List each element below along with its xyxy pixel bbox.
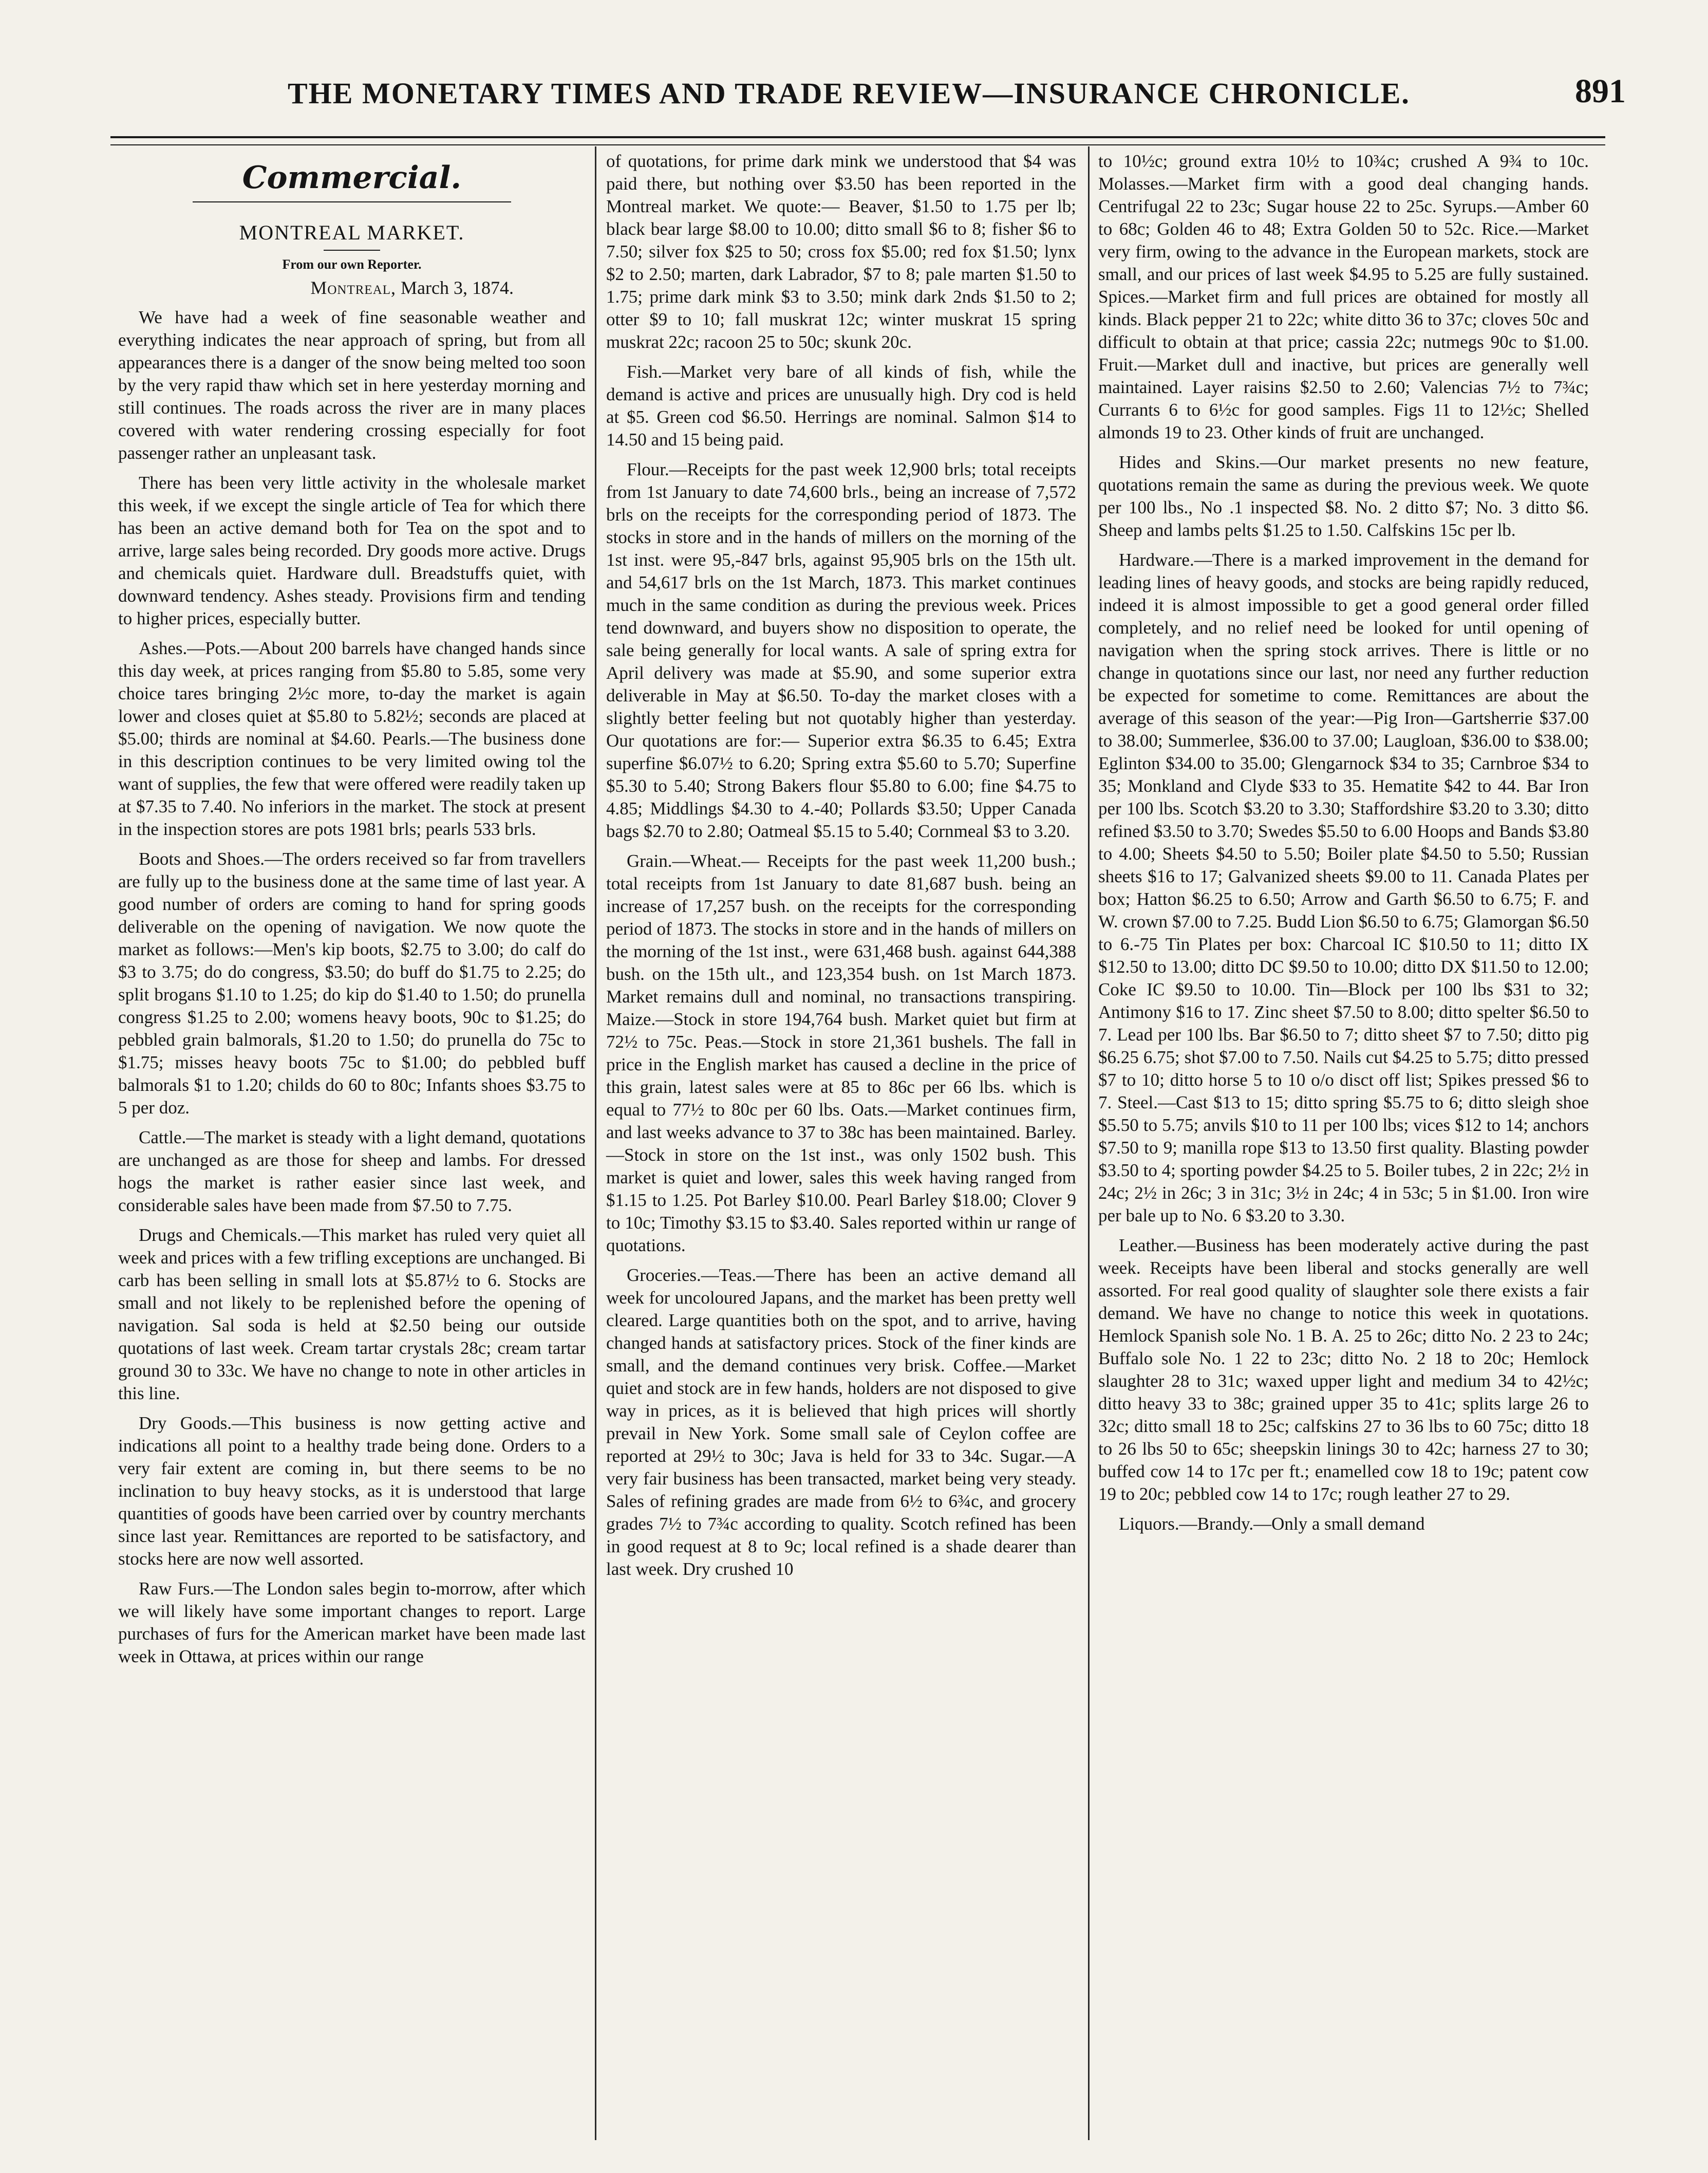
running-head: THE MONETARY TIMES AND TRADE REVIEW—INSURANCE CHRONICLE. <box>288 77 1410 110</box>
paragraph-weather: We have had a week of fine seasonable weather and everything indicates the near approach of spring, but from all appearances there is a danger of the snow being melted too soon by the very rapid thaw which set in here yesterday morning and still continues. The roads across the river are in many places covered with water rendering crossing especially for foot passenger rather an unpleasant task. <box>118 307 586 463</box>
market-heading: MONTREAL MARKET. <box>239 221 465 244</box>
section-title: Commercial. <box>242 160 462 196</box>
paragraph-leather: Leather.—Business has been moderately active during the past week. Receipts have been liberal and stocks generally are well assorted. For real good quality of slaughter sole there exists a fair demand. We have no change to notice this week in quotations. Hemlock Spanish sole No. 1 B. A. 25 to 26c; ditto No. 2 23 to 24c; Buffalo sole No. 1 22 to 23c; ditto No. 2 18 to 20c; Hemlock slaughter 28 to 31c; waxed upper light and medium 34 to 42½c; ditto heavy 33 to 38c; grained upper 35 to 41c; splits large 26 to 32c; ditto small 18 to 25c; calfskins 27 to 36 lbs to 60 75c; ditto 18 to 26 lbs 50 to 65c; sheepskin linings 30 to 42c; harness 27 to 30; buffed cow 14 to 17c per ft.; enamelled cow 18 to 19c; patent cow 19 to 20c; pebbled cow 14 to 17c; rough leather 27 to 29. <box>1098 1235 1589 1504</box>
paragraph-fur-quotations: of quotations, for prime dark mink we understood that $4 was paid there, but nothing over $3.50 has been reported in the Montreal market. We quote:— Beaver, $1.50 to 1.75 per lb; black bear large $8.00 to 10.00; ditto small $6 to 8; fisher $6 to 7.50; silver fox $25 to 50; cross fox $5.00; red fox $1.50; lynx $2 to 2.50; marten, dark Labrador, $7 to 8; pale marten $1.50 to 1.75; prime dark mink $3 to 3.50; mink dark 2nds $1.50 to 2; otter $9 to 10; fall muskrat 12c; winter muskrat 15 spring muskrat 22c; racoon 25 to 50c; skunk 20c. <box>606 151 1076 352</box>
reporter-credit: From our own Reporter. <box>282 257 422 272</box>
paragraph-overview: There has been very little activity in the wholesale market this week, if we except the single article of Tea for which there has been an active demand both for Tea on the spot and to arrive, large sales being recorded. Dry goods more active. Drugs and chemicals quiet. Hardware dull. Breadstuffs quiet, with downward tendency. Ashes steady. Provisions firm and tending to higher prices, especially butter. <box>118 473 586 628</box>
column-1 <box>118 150 586 1668</box>
dateline <box>118 276 514 299</box>
paragraph-fish: Fish.—Market very bare of all kinds of fish, while the demand is active and prices are unusually high. Dry cod is held at $5. Green cod $6.50. Herrings are nominal. Salmon $14 to 14.50 and 15 being paid. <box>606 362 1076 450</box>
short-rule <box>324 250 380 251</box>
paragraph-hardware: Hardware.—There is a marked improvement in the demand for leading lines of heavy goods, and stocks are being rapidly reduced, indeed it is almost impossible to get a good general order filled completely, and no relief need be looked for until opening of navigation when the spring stock arrives. There is little or no change in quotations since our last, nor need any further reduction be expected for sometime to come. Remittances are about the average of this season of the year:—Pig Iron—Gartsherrie $37.00 to 38.00; Summerlee, $36.00 to 37.00; Laugloan, $36.00 to $38.00; Eglinton $34.00 to 35.00; Glengarnock $34 to 35; Carnbroe $34 to 35; Monkland and Clyde $33 to 35. Hematite $42 to 44. Bar Iron per 100 lbs. Scotch $3.20 to 3.30; Staffordshire $3.20 to 3.30; ditto refined $3.50 to 3.70; Swedes $5.50 to 6.00 Hoops and Bands $3.80 to 4.00; Sheets $4.50 to 5.50; Boiler plate $4.50 to 5.50; Russian sheets $16 to 17; Galvanized sheets $9.00 to 11. Canada Plates per box; Hatton $6.25 to 6.50; Arrow and Garth $6.50 to 6.75; F. and W. crown $7.00 to 7.25. Budd Lion $6.50 to 6.75; Glamorgan $6.50 to 6.-75 Tin Plates per box: Charcoal IC $10.50 to 11; ditto IX $12.50 to 13.00; ditto DC $9.50 to 10.00; ditto DX $11.50 to 12.00; Coke IC $9.50 to 10.00. Tin—Block per 100 lbs $31 to 32; Antimony $16 to 17. Zinc sheet $7.50 to 8.00; ditto spelter $6.50 to 7. Lead per 100 lbs. Bar $6.50 to 7; ditto sheet $7 to 7.50; ditto pig $6.25 6.75; shot $7.00 to 7.50. Nails cut $4.25 to 5.75; ditto pressed $7 to 10; ditto horse 5 to 10 o/o disct off list; Spikes pressed $6 to 7. Steel.—Cast $13 to 15; ditto spring $5.75 to 6; ditto sleigh shoe $5.50 to 5.75; anvils $10 to 11 per 100 lbs; vices $12 to 14; anchors $7.50 to 9; manilla rope $13 to 13.50 first quality. Blasting powder $3.50 to 4; sporting powder $4.25 to 5. Boiler tubes, 2 in 22c; 2½ in 24c; 2½ in 26c; 3 in 31c; 3½ in 24c; 4 in 53c; 5 in $1.00. Iron wire per bale up to No. 6 $3.20 to 3.30. <box>1098 550 1589 1225</box>
column-divider <box>1088 146 1090 2140</box>
paragraph-hides-and-skins: Hides and Skins.—Our market presents no new feature, quotations remain the same as during the previous week. We quote per 100 lbs., No .1 inspected $8. No. 2 ditto $7; No. 3 ditto $6. Sheep and lambs pelts $1.25 to 1.50. Calfskins 15c per lb. <box>1098 452 1589 540</box>
header-rule-thin <box>110 144 1605 145</box>
column-3 <box>1098 150 1589 1535</box>
page-number: 891 <box>1575 72 1626 110</box>
paragraph-drugs-and-chemicals: Drugs and Chemicals.—This market has ruled very quiet all week and prices with a few trifling exceptions are unchanged. Bi carb has been selling in small lots at $5.87½ to 6. Stocks are small and not likely to be replenished before the opening of navigation. Sal soda is held at $2.50 being our outside quotations of last week. Cream tartar crystals 28c; cream tartar ground 30 to 33c. We have no change to note in other articles in this line. <box>118 1225 586 1403</box>
dateline-date: March 3, 1874. <box>401 277 514 298</box>
paragraph-liquors: Liquors.—Brandy.—Only a small demand <box>1119 1514 1425 1534</box>
header-rule <box>110 136 1605 138</box>
paragraph-dry-goods: Dry Goods.—This business is now getting active and indications all point to a healthy trade being done. Orders to a very fair extent are coming in, but there seems to be no inclination to buy heavy stocks, as it is understood that large quantities of goods have been carried over by country merchants since last year. Remittances are reported to be satisfactory, and stocks here are now well assorted. <box>118 1413 586 1569</box>
column-2 <box>606 150 1076 1581</box>
title-rule <box>193 201 511 202</box>
dateline-place: Montreal, <box>310 277 397 298</box>
paragraph-groceries: Groceries.—Teas.—There has been an active demand all week for uncoloured Japans, and the market has been pretty well cleared. Large quantities both on the spot, and to arrive, having changed hands at satisfactory prices. Stock of the finer kinds are small, and the demand continues very brisk. Coffee.—Market quiet and stock are in few hands, holders are not disposed to give way in prices, as it is believed that high prices will shortly prevail in New York. Some small sale of Ceylon coffee are reported at 29½ to 30c; Java is held for 33 to 34c. Sugar.—A very fair business has been transacted, market being very steady. Sales of refining grades are made from 6½ to 6¾c, and grocery grades 7½ to 7¾c according to quality. Scotch refined has been in good request at 8 to 9c; local refined is a shade dearer than last week. Dry crushed 10 <box>606 1265 1076 1579</box>
paragraph-flour: Flour.—Receipts for the past week 12,900 brls; total receipts from 1st January to date 74,600 brls., being an increase of 7,572 brls on the receipts for the corresponding period of 1873. The stocks in store and in the hands of millers on the morning of the 1st inst. were 95,-847 brls, against 95,905 brls on the 15th ult. and 54,617 brls on the 1st March, 1873. This market continues much in the same condition as during the previous week. Prices tend downward, and buyers show no disposition to operate, the sale being generally for local wants. A sale of spring extra for April delivery was made at $5.90, and some superior extra deliverable in May at $6.50. To-day the market closes with a slightly better feeling but not quotably higher than yesterday. Our quotations are for:— Superior extra $6.35 to 6.45; Extra superfine $6.07½ to 6.20; Spring extra $5.60 to 5.70; Superfine $5.30 to 5.40; Strong Bakers flour $5.80 to 6.00; fine $4.75 to 4.85; Middlings $4.30 to 4.-40; Pollards $3.50; Upper Canada bags $2.70 to 2.80; Oatmeal $5.15 to 5.40; Cornmeal $3 to 3.20. <box>606 459 1076 841</box>
paragraph-cattle: Cattle.—The market is steady with a light demand, quotations are unchanged as are those for sheep and lambs. For dressed hogs the market is rather easier since last week, and considerable sales have been made from $7.50 to 7.75. <box>118 1127 586 1215</box>
paragraph-boots-and-shoes: Boots and Shoes.—The orders received so far from travellers are fully up to the business done at the same time of last year. A good number of orders are coming to hand for spring goods deliverable on the opening of navigation. We now quote the market as follows:—Men's kip boots, $2.75 to 3.00; do calf do $3 to 3.75; do do congress, $3.50; do buff do $1.75 to 2.25; do split brogans $1.10 to 1.25; do kip do $1.40 to 1.50; do prunella congress $1.25 to 2.00; womens heavy boots, 90c to $1.25; do pebbled grain balmorals, $1.20 to 1.50; do prunella do 75c to $1.75; misses heavy boots 75c to $1.00; do pebbled buff balmorals $1 to 1.20; childs do 60 to 80c; Infants shoes $3.75 to 5 per doz. <box>118 849 586 1118</box>
paragraph-grain: Grain.—Wheat.— Receipts for the past week 11,200 bush.; total receipts from 1st January to date 81,687 bush. being an increase of 17,257 bush. on the receipts for the corresponding period of 1873. The stocks in store and in the hands of millers on the morning of the 1st inst., were 631,468 bush. against 644,388 bush. on the 15th ult., and 123,354 bush. on 1st March 1873. Market remains dull and nominal, no transactions transpiring. Maize.—Stock in store 194,764 bush. Market quiet but firm at 72½ to 75c. Peas.—Stock in store 21,361 bushels. The fall in price in the English market has caused a decline in the price of this grain, latest sales were at 85 to 86c per 66 lbs. which is equal to 77½ to 80c per 60 lbs. Oats.—Market continues firm, and last weeks advance to 37 to 38c has been maintained. Barley.—Stock in store on the 1st inst., was only 1502 bush. This market is quiet and lower, sales this week having ranged from $1.15 to 1.25. Pot Barley $10.00. Pearl Barley $18.00; Clover 9 to 10c; Timothy $3.15 to $3.40. Sales reported within ur range of quotations. <box>606 851 1076 1255</box>
paragraph-raw-furs: Raw Furs.—The London sales begin to-morrow, after which we will likely have some important changes to report. Large purchases of furs for the American market have been made last week in Ottawa, at prices within our range <box>118 1578 586 1666</box>
paragraph-ashes: Ashes.—Pots.—About 200 barrels have changed hands since this day week, at prices ranging from $5.80 to 5.85, some very choice tares bringing 2½c more, to-day the market is again lower and closes quiet at $5.80 to 5.82½; seconds are placed at $5.00; thirds are nominal at $4.60. Pearls.—The business done in this description continues to be very limited owing tol the want of supplies, the few that were offered were readily taken up at $7.35 to 7.40. No inferiors in the market. The stock at present in the inspection stores are pots 1981 brls; pearls 533 brls. <box>118 638 586 839</box>
column-divider <box>595 146 596 2140</box>
paragraph-groceries-continued: to 10½c; ground extra 10½ to 10¾c; crushed A 9¾ to 10c. Molasses.—Market firm with a good deal changing hands. Centrifugal 22 to 23c; Sugar house 22 to 25c. Syrups.—Amber 60 to 68c; Golden 46 to 48; Extra Golden 50 to 52c. Rice.—Market very firm, owing to the advance in the European markets, stock are small, and our prices of last week $4.95 to 5.25 are fully sustained. Spices.—Market firm and full prices are obtained for mostly all kinds. Black pepper 21 to 22c; white ditto 36 to 37c; cloves 50c and difficult to obtain at that price; cassia 22c; nutmegs 90c to $1.00. Fruit.—Market dull and inactive, but prices are generally well maintained. Layer raisins $2.50 to 2.60; Valencias 7½ to 7¾c; Currants 6 to 6½c for good samples. Figs 11 to 12½c; Shelled almonds 19 to 23. Other kinds of fruit are unchanged. <box>1098 151 1589 442</box>
